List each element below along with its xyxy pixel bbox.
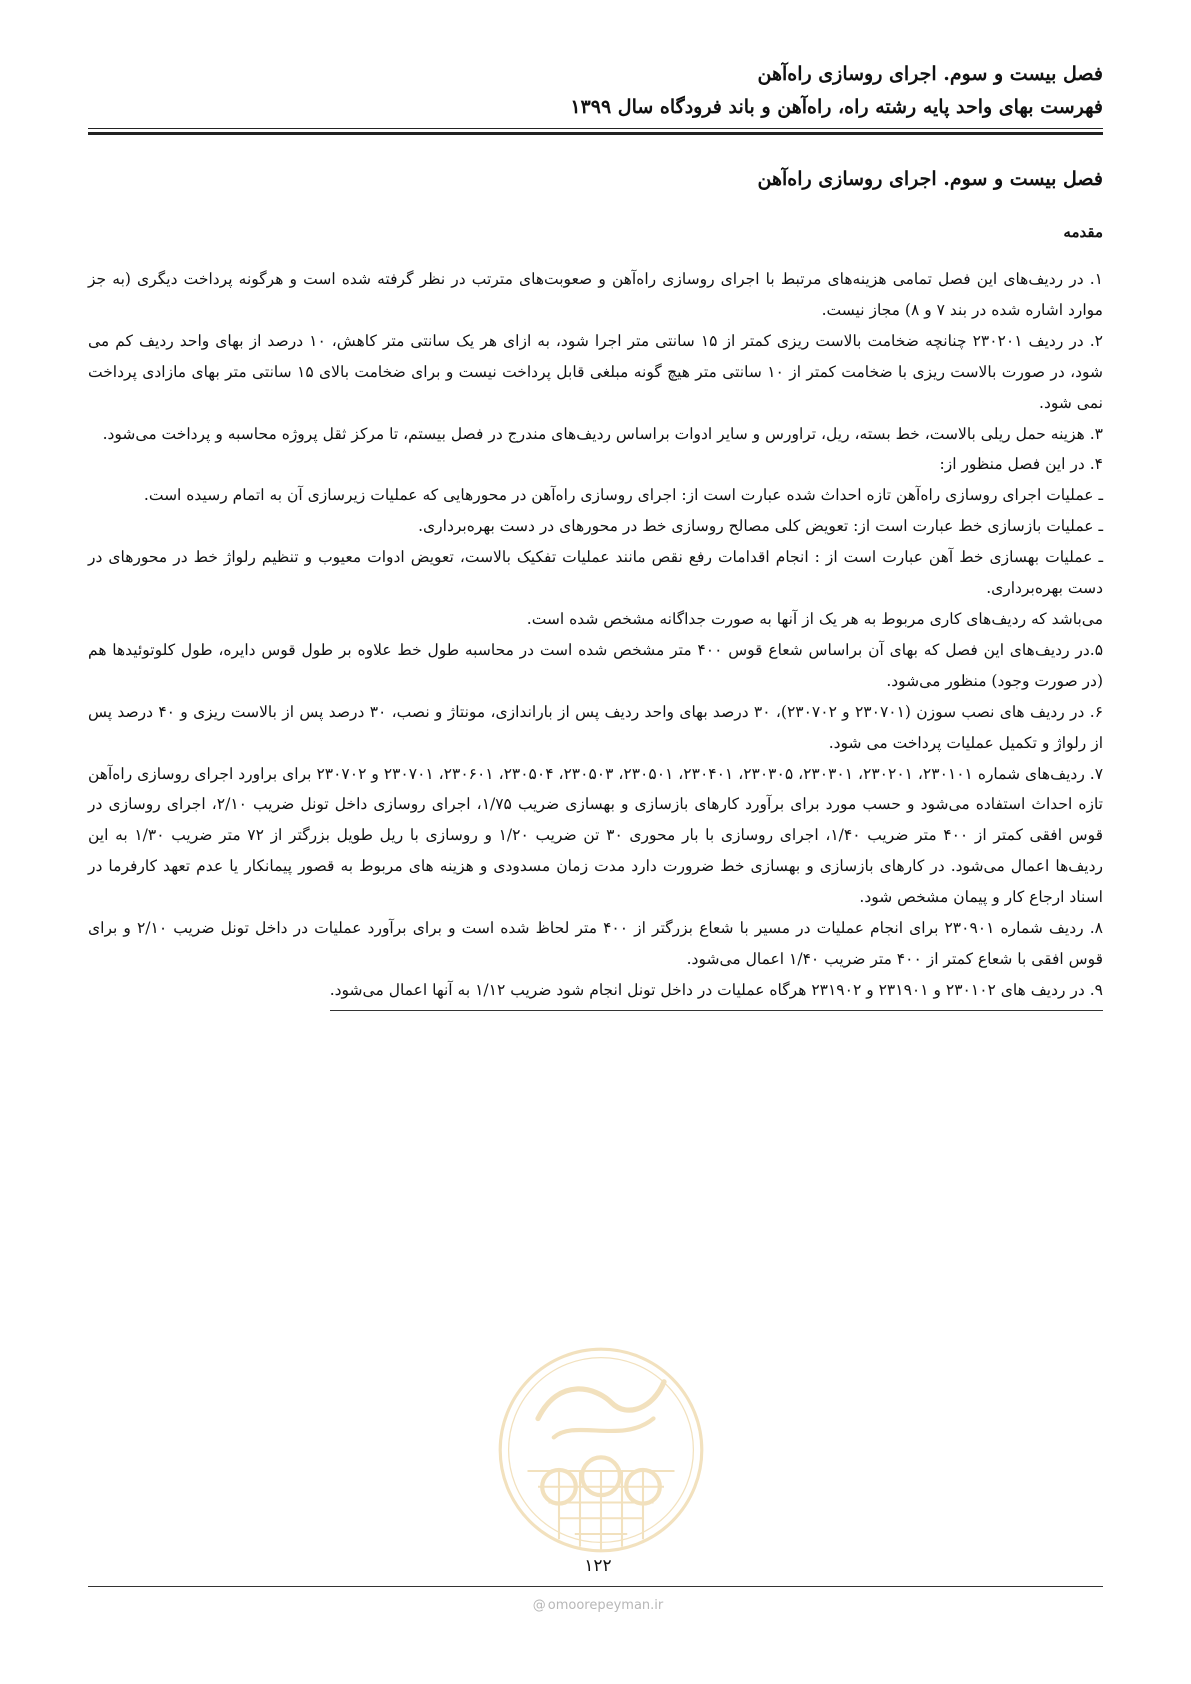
paragraph-2: ۲. در ردیف ۲۳۰۲۰۱ چنانچه ضخامت بالاست ریزی کمتر از ۱۵ سانتی متر اجرا شود، به ازای هر یک سانتی متر کاهش، ۱۰ درصد از بهای واحد ردیف کم می شود، در صورت بالاست ریزی با ضخامت کمتر از ۱۰ سانتی متر هیچ گونه مبلغی قابل پرداخت نیست و برای ضخامت بالای ۱۵ سانتی متر بهای مازادی پرداخت نمی شود. <box>88 331 1103 412</box>
definition-new-track: ـ عملیات اجرای روسازی راه‌آهن تازه احداث شده عبارت است از: اجرای روسازی راه‌آهن در محورهایی که عملیات زیرسازی آن به اتمام رسیده است. <box>143 486 1103 505</box>
footer-url-text: omoorepeyman.ir <box>547 1598 664 1613</box>
header-divider-thick <box>88 132 1103 135</box>
paragraph-7: ۷. ردیف‌های شماره ۲۳۰۱۰۱، ۲۳۰۲۰۱، ۲۳۰۳۰۱، ۲۳۰۳۰۵، ۲۳۰۴۰۱، ۲۳۰۵۰۱، ۲۳۰۵۰۳، ۲۳۰۵۰۴، ۲۳۰۶۰۱، ۲۳۰۷۰۱ و ۲۳۰۷۰۲ برای براورد اجرای روسازی راه‌آهن تازه احداث استفاده می‌شود و حسب مورد برای برآورد کارهای بازسازی و بهسازی ضریب ۱/۷۵، اجرای روسازی داخل تونل ضریب ۲/۱۰، اجرای روسازی در قوس افقی کمتر از ۴۰۰ متر ضریب ۱/۴۰، اجرای روسازی با بار محوری ۳۰ تن ضریب ۱/۲۰ و روسازی با ریل طویل بزرگتر از ۷۲ متر ضریب ۱/۳۰ به این ردیف‌ها اعمال می‌شود. در کارهای بازسازی و بهسازی خط ضرورت دارد مدت زمان مسدودی و هزینه های مربوط به قصور پیمانکار یا عدم تعهد کارفرما در اسناد ارجاع کار و پیمان مشخص شود. <box>88 764 1104 907</box>
at-icon: @ <box>532 1598 546 1613</box>
paragraph-1: ۱. در ردیف‌های این فصل تمامی هزینه‌های مرتبط با اجرای روسازی راه‌آهن و صعوبت‌های مترتب در نظر گرفته شده است و هرگونه پرداخت دیگری (به جز موارد اشاره شده در بند ۷ و ۸) مجاز نیست. <box>88 270 1103 319</box>
page-number: ۱۲۲ <box>584 1556 612 1576</box>
definition-rebuild: ـ عملیات بازسازی خط عبارت است از: تعویض کلی مصالح روسازی خط در محورهای در دست بهره‌برداری. <box>418 517 1103 536</box>
header-title-line: فهرست بهای واحد پایه رشته راه، راه‌آهن و باند فرودگاه سال ۱۳۹۹ <box>570 96 1103 118</box>
document-page <box>88 0 1103 1684</box>
paragraph-3: ۳. هزینه حمل ریلی بالاست، خط بسته، ریل، تراورس و سایر ادوات براساس ردیف‌های مندرج در فصل بیستم، تا مرکز ثقل پروژه محاسبه و پرداخت می‌شود. <box>102 424 1103 443</box>
publisher-logo-watermark <box>496 1345 706 1555</box>
chapter-title: فصل بیست و سوم. اجرای روسازی راه‌آهن <box>757 168 1103 190</box>
definitions-note: می‌باشد که ردیف‌های کاری مربوط به هر یک از آنها به صورت جداگانه مشخص شده است. <box>526 609 1103 628</box>
intro-heading: مقدمه <box>1063 223 1103 241</box>
footer-website <box>518 1598 678 1613</box>
definition-improvement: ـ عملیات بهسازی خط آهن عبارت است از : انجام اقدامات رفع نقص مانند عملیات تفکیک بالاست، تعویض ادوات معیوب و تنظیم رلواژ خط در محورهای در دست بهره‌برداری. <box>88 548 1103 598</box>
footer-divider <box>88 1586 1103 1587</box>
body-text <box>88 264 1103 1011</box>
paragraph-9: ۹. در ردیف های ۲۳۰۱۰۲ و ۲۳۱۹۰۱ و ۲۳۱۹۰۲ هرگاه عملیات در داخل تونل انجام شود ضریب ۱/۱۲ به آنها اعمال می‌شود. <box>330 975 1103 1011</box>
paragraph-8: ۸. ردیف شماره ۲۳۰۹۰۱ برای انجام عملیات در مسیر با شعاع بزرگتر از ۴۰۰ متر لحاظ شده است و برای برآورد عملیات در داخل تونل ضریب ۲/۱۰ و برای قوس افقی با شعاع کمتر از ۴۰۰ متر ضریب ۱/۴۰ اعمال می‌شود. <box>88 919 1103 968</box>
page-header <box>88 58 1103 124</box>
paragraph-6: ۶. در ردیف های نصب سوزن (۲۳۰۷۰۱ و ۲۳۰۷۰۲)، ۳۰ درصد بهای واحد ردیف پس از باراندازی، مونتاژ و نصب، ۳۰ درصد پس از بالاست ریزی و ۴۰ درصد پس از رلواژ و تکمیل عملیات پرداخت می شود. <box>88 702 1104 752</box>
paragraph-5: ۵.در ردیف‌های این فصل که بهای آن براساس شعاع قوس ۴۰۰ متر مشخص شده است در محاسبه طول خط علاوه بر طول قوس دایره، طول کلوتوئیدها هم (در صورت وجود) منظور می‌شود. <box>88 640 1104 690</box>
header-divider-thin <box>88 128 1103 129</box>
header-chapter-line: فصل بیست و سوم. اجرای روسازی راه‌آهن <box>757 63 1103 85</box>
paragraph-4: ۴. در این فصل منظور از: <box>939 455 1103 474</box>
